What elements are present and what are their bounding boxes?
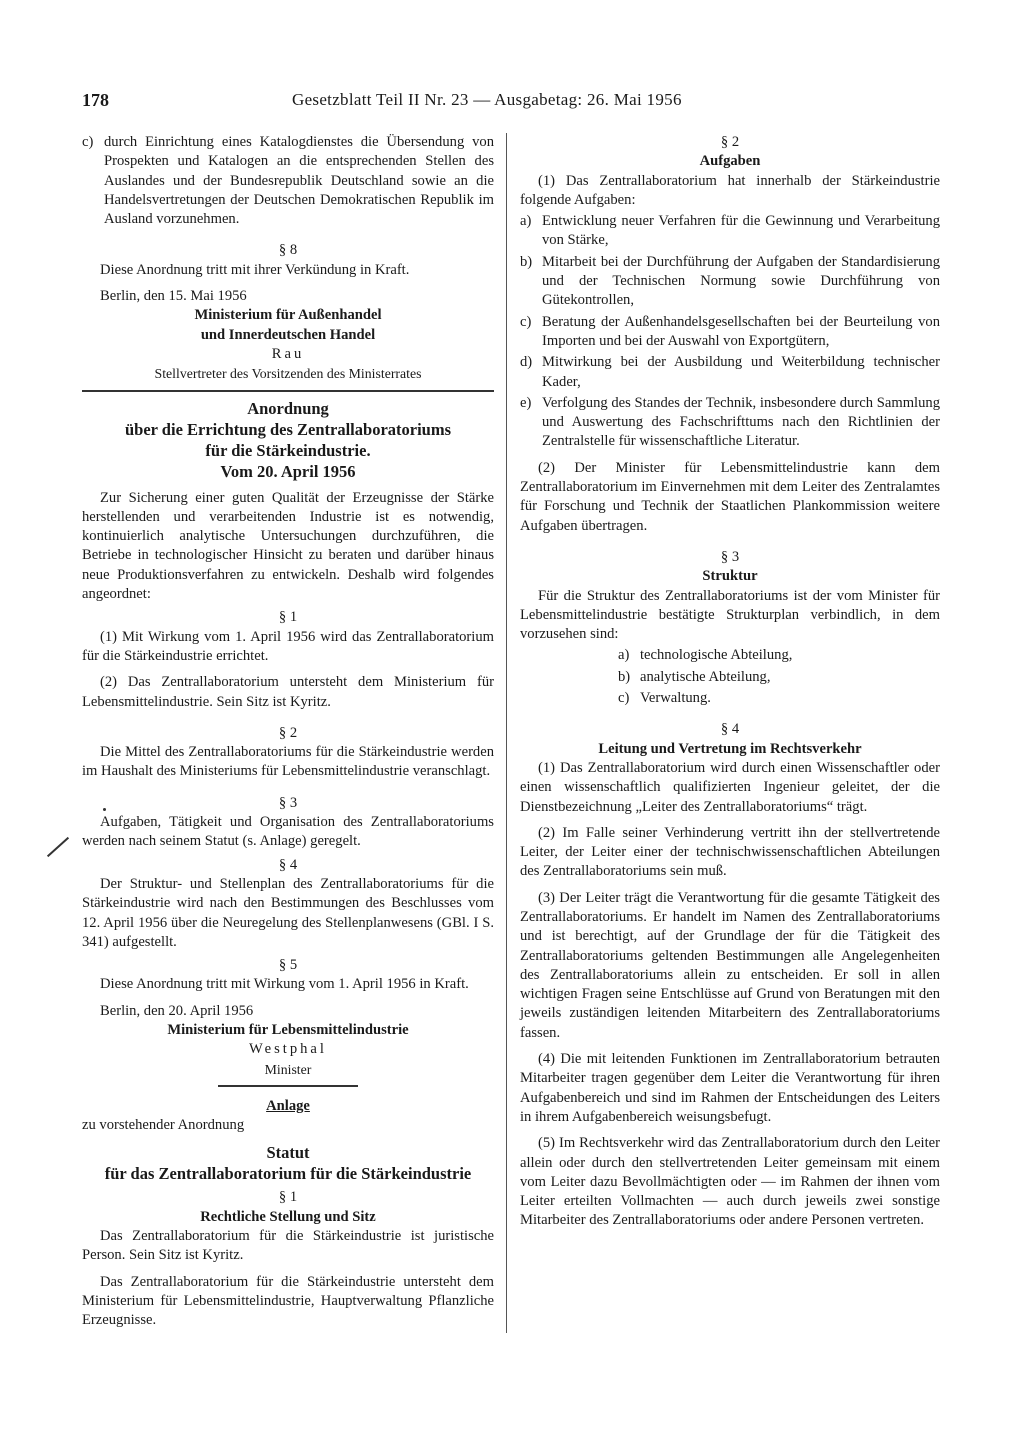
statut-title: Statut (266, 1143, 310, 1163)
list-text: analytische Abteilung, (640, 668, 771, 685)
list-text: Verwaltung. (640, 690, 711, 707)
list-text: Mitarbeit bei der Durchführung der Aufgaben der Standardisierung und der Technischen Normung sowie Durchführung von Gütekontrollen, (542, 253, 940, 309)
list-item (618, 689, 940, 708)
statut-section-4-para-1: (1) Das Zentrallaboratorium wird durch einen Wissenschaftler oder einen wissenschaftlich qualifizierten Ingenieur geleitet, der die Dienstbezeichnung „Leiter des Zentrallaboratoriums“ trägt. (520, 759, 940, 815)
signer-1: Rau (271, 345, 305, 362)
section-8-text: Diese Anordnung tritt mit ihrer Verkündung in Kraft. (100, 261, 410, 278)
margin-pen-mark (47, 837, 69, 857)
list-marker: d) (520, 354, 533, 371)
statut-section-4-para-2: (2) Im Falle seiner Verhinderung vertritt ihn der stellvertretende Leiter, der Leiter einer der technischwissenschaftlichen Abteilungen des Zentrallaboratoriums sein muß. (520, 824, 940, 880)
section-2-title: § 2 (278, 724, 298, 741)
section-3-text: Aufgaben, Tätigkeit und Organisation des Zentrallaboratoriums werden nach seinem Statut (s. Anlage) geregelt. (82, 814, 494, 850)
statut-section-2-heading: Aufgaben (699, 153, 761, 170)
place-date-2: Berlin, den 20. April 1956 (100, 1002, 254, 1019)
statut-subtitle: für das Zentrallaboratorium für die Stärkeindustrie (104, 1164, 472, 1184)
statut-section-3-text: Für die Struktur des Zentrallaboratoriums ist der vom Minister für Lebensmittelindustrie bestätigte Strukturplan verbindlich, in dem vorzusehen sind: (520, 587, 940, 643)
list-marker: b) (618, 668, 631, 685)
list-text: durch Einrichtung eines Katalogdienstes die Übersendung von Prospekten und Katalogen an die entsprechenden Stellen des Auslandes und der Bundesrepublik Deutschland sowie an die Handelsvertretungen der Deutschen Demokratischen Republik im Ausland vorzunehmen. (104, 134, 494, 228)
list-marker: a) (618, 647, 630, 664)
signer-2-role: Minister (264, 1061, 312, 1077)
list-marker: c) (520, 313, 532, 330)
section-1-para-1: (1) Mit Wirkung vom 1. April 1956 wird das Zentrallaboratorium für die Stärkeindustrie errichtet. (82, 628, 494, 664)
anordnung-date: Vom 20. April 1956 (220, 461, 356, 481)
page-header (82, 90, 742, 114)
list-marker: a) (520, 213, 532, 230)
separator-rule (82, 390, 494, 392)
right-column (520, 133, 940, 1231)
signer-1-role: Stellvertreter des Vorsitzenden des Ministerrates (154, 366, 422, 382)
statut-section-1-para-1: Das Zentrallaboratorium für die Stärkeindustrie ist juristische Person. Sein Sitz ist Kyritz. (82, 1228, 494, 1264)
list-item (520, 394, 940, 452)
ministry-1-line2: und Innerdeutschen Handel (200, 326, 376, 343)
statut-section-4-para-5: (5) Im Rechtsverkehr wird das Zentrallaboratorium durch den Leiter allein oder durch den stellvertretenden Leiter gemeinsam mit einem vom Leiter dazu Bevollmächtigten oder — im Rahmen der ihnen vom Leiter erteilten Vollmachten — auch durch jeweils zwei sonstige Mitarbeiter des Zentrallaboratoriums oder andere Personen vertreten. (520, 1135, 940, 1229)
statut-section-3-title: § 3 (720, 548, 740, 565)
statut-section-2-intro: (1) Das Zentrallaboratorium hat innerhalb der Stärkeindustrie folgende Aufgaben: (520, 172, 940, 208)
anlage-title: Anlage (266, 1097, 310, 1114)
signer-2: Westphal (249, 1041, 327, 1058)
section-5-title: § 5 (278, 957, 298, 974)
list-text: technologische Abteilung, (640, 647, 793, 664)
list-text: Verfolgung des Standes der Technik, insbesondere durch Sammlung und Auswertung des Fachschrifttums nach den Richtlinien der Zentralstelle für wissenschaftliche Literatur. (542, 394, 940, 450)
statut-section-1-title: § 1 (278, 1189, 298, 1206)
list-item (618, 668, 940, 687)
anordnung-subtitle-2: für die Stärkeindustrie. (205, 440, 371, 460)
statut-section-4-heading: Leitung und Vertretung im Rechtsverkehr (598, 740, 862, 757)
statut-section-3-heading: Struktur (702, 568, 758, 585)
section-4-title: § 4 (278, 856, 298, 873)
section-4-text: Der Struktur- und Stellenplan des Zentrallaboratoriums für die Stärkeindustrie wird nach den Bestimmungen des Beschlusses vom 12. April 1956 über die Neuregelung des Stellenplanwesens (GBl. I S. 341) aufgestellt. (82, 875, 494, 950)
list-marker: e) (520, 394, 532, 411)
list-item (520, 313, 940, 352)
list-marker: b) (520, 253, 533, 270)
statut-section-4-para-4: (4) Die mit leitenden Funktionen im Zentrallaboratorium betrauten Mitarbeiter tragen gegenüber dem Leiter die Verantwortung für ihren Aufgabenbereich und sind im Rahmen der Entscheidungen des Leiters in ihrem Aufgabenbereich weisungsbefugt. (520, 1051, 940, 1125)
list-item (520, 212, 940, 251)
list-text: Beratung der Außenhandelsgesellschaften bei der Beurteilung von Importen und bei der Auswahl von Exportgütern, (542, 313, 940, 349)
statut-section-4-title: § 4 (720, 721, 740, 738)
list-item (618, 646, 940, 665)
section-1-para-2: (2) Das Zentrallaboratorium untersteht dem Ministerium für Lebensmittelindustrie. Sein Sitz ist Kyritz. (82, 674, 494, 710)
statut-section-4-para-3: (3) Der Leiter trägt die Verantwortung für die gesamte Tätigkeit des Zentrallaboratoriums. Er handelt im Namen des Zentrallaboratoriums und ist berechtigt, auf der Grundlage der für die Tätigkeit des Zentrallaboratoriums geltenden Bestimmungen alle Angelegenheiten des Zentrallaboratoriums allein zu entscheiden. Er soll in allen wichtigen Fragen seine Entschlüsse auf Grund von Beratungen mit den jeweils zuständigen leitenden Mitarbeitern des Zentrallaboratoriums fassen. (520, 889, 940, 1041)
statut-section-2-para-2: (2) Der Minister für Lebensmittelindustrie kann dem Zentrallaboratorium im Einvernehmen mit dem Leiter des Zentralamtes für Forschung und Technik der Staatlichen Plankommission weitere Aufgaben übertragen. (520, 459, 940, 534)
statut-section-2-title: § 2 (720, 134, 740, 150)
page-number: 178 (82, 90, 109, 110)
gazette-title: Gesetzblatt Teil II Nr. 23 — Ausgabetag: 26. Mai 1956 (292, 90, 682, 109)
left-column (82, 133, 494, 1331)
place-date-1: Berlin, den 15. Mai 1956 (100, 288, 247, 305)
list-item (520, 253, 940, 311)
anordnung-title: Anordnung (247, 398, 329, 418)
section-8-title: § 8 (278, 242, 298, 259)
anordnung-subtitle-1: über die Errichtung des Zentrallaboratoriums (124, 419, 452, 439)
list-marker: c) (618, 690, 630, 707)
list-item-c (82, 133, 494, 229)
list-text: Entwicklung neuer Verfahren für die Gewinnung und Verarbeitung von Stärke, (542, 213, 940, 249)
list-text: Mitwirkung bei der Ausbildung und Weiterbildung technischer Kader, (542, 354, 940, 390)
preamble: Zur Sicherung einer guten Qualität der Erzeugnisse der Stärke herstellenden und verarbeitenden Industrie ist es notwendig, kontinuierlich analytische Untersuchungen durchzuführen, die Betriebe in technologischer Hinsicht zu beraten und darüber hinaus neue Produktionsverfahren zu entwickeln. Deshalb wird folgendes angeordnet: (82, 489, 494, 603)
section-2-text: Die Mittel des Zentrallaboratoriums für die Stärkeindustrie werden im Haushalt des Ministeriums für Lebensmittelindustrie veranschlagt. (82, 744, 494, 780)
section-3-title: § 3 (278, 794, 298, 811)
structure-list (520, 646, 940, 708)
ministry-2: Ministerium für Lebensmittelindustrie (167, 1021, 409, 1038)
list-item (520, 353, 940, 392)
section-1-title: § 1 (278, 609, 298, 626)
statut-section-1-heading: Rechtliche Stellung und Sitz (200, 1208, 376, 1225)
column-divider (506, 133, 507, 1333)
statut-section-1-para-2: Das Zentrallaboratorium für die Stärkeindustrie untersteht dem Ministerium für Lebensmittelindustrie, Hauptverwaltung Pflanzliche Erzeugnisse. (82, 1273, 494, 1329)
separator-short-rule (218, 1085, 358, 1087)
section-5-text: Diese Anordnung tritt mit Wirkung vom 1. April 1956 in Kraft. (100, 976, 469, 993)
ministry-1-line1: Ministerium für Außenhandel (194, 307, 382, 324)
list-marker: c) (82, 134, 94, 150)
anlage-subtitle: zu vorstehender Anordnung (82, 1117, 245, 1134)
